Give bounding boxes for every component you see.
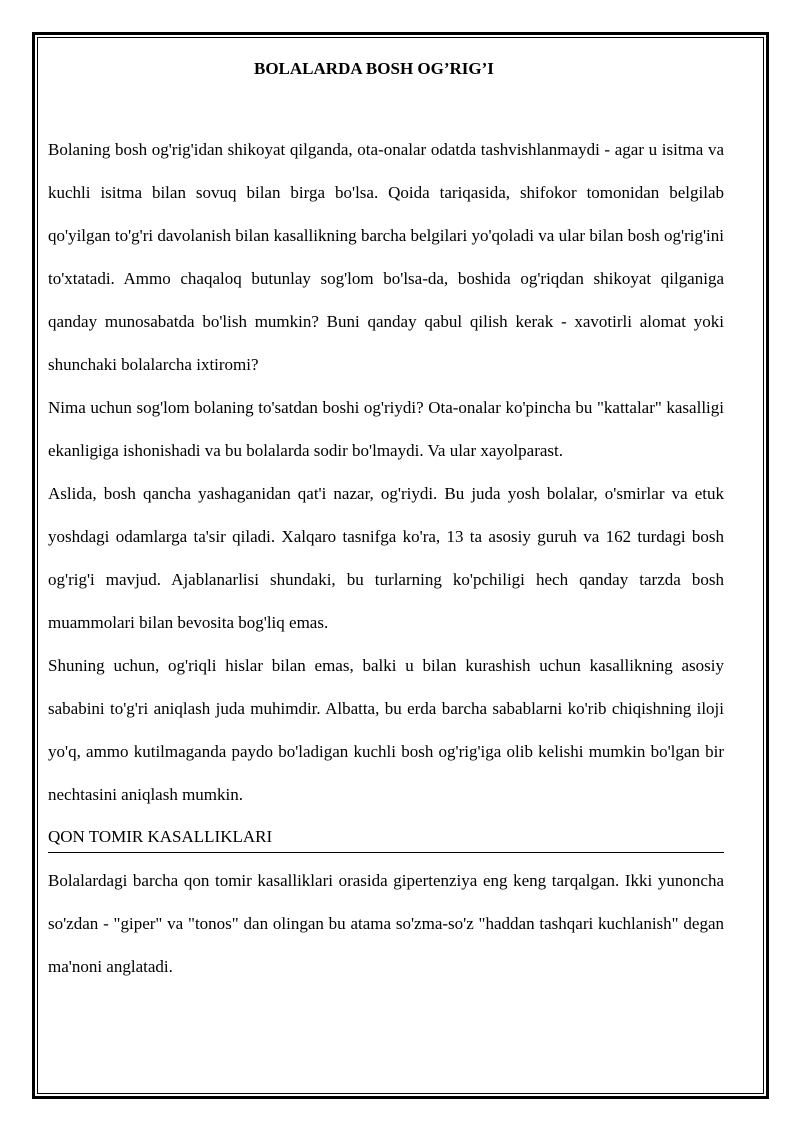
title-spacer: [48, 84, 724, 128]
paragraph-3: Aslida, bosh qancha yashaganidan qat'i nazar, og'riydi. Bu juda yosh bolalar, o'smirlar va etuk yoshdagi odamlarga ta'sir qiladi. Xalqaro tasnifga ko'ra, 13 ta asosiy guruh va 162 turdagi bosh og'rig'i mavjud. Ajablanarlisi shundaki, bu turlarning ko'pchiligi hech qanday tarzda bosh muammolari bilan bevosita bog'liq emas.: [48, 484, 724, 632]
document-body: [48, 54, 724, 988]
section-paragraph: Bolalardagi barcha qon tomir kasalliklari orasida gipertenziya eng keng tarqalgan. Ikki yunoncha so'zdan - "giper" va "tonos" dan olingan bu atama so'zma-so'z "haddan tashqari kuchlanish" degan ma'noni anglatadi.: [48, 871, 724, 976]
paragraph-1: Bolaning bosh og'rig'idan shikoyat qilganda, ota-onalar odatda tashvishlanmaydi - agar u isitma va kuchli isitma bilan sovuq bilan birga bo'lsa. Qoida tariqasida, shifokor tomonidan belgilab qo'yilgan to'g'ri davolanish bilan kasallikning barcha belgilari yo'qoladi va ular bilan bosh og'rig'ini to'xtatadi. Ammo chaqaloq butunlay sog'lom bo'lsa-da, boshida og'riqdan shikoyat qilganiga qanday munosabatda bo'lish mumkin? Buni qanday qabul qilish kerak - xavotirli alomat yoki shunchaki bolalarcha ixtiromi?: [48, 140, 724, 374]
paragraph-2: Nima uchun sog'lom bolaning to'satdan boshi og'riydi? Ota-onalar ko'pincha bu "kattalar" kasalligi ekanligiga ishonishadi va bu bolalarda sodir bo'lmaydi. Va ular xayolparast.: [48, 398, 724, 460]
section-heading: QON TOMIR KASALLIKLARI: [48, 816, 724, 853]
paragraph-4: Shuning uchun, og'riqli hislar bilan emas, balki u bilan kurashish uchun kasallikning asosiy sababini to'g'ri aniqlash juda muhimdir. Albatta, bu erda barcha sabablarni ko'rib chiqishning iloji yo'q, ammo kutilmaganda paydo bo'ladigan kuchli bosh og'rig'iga olib kelishi mumkin bo'lgan bir nechtasini aniqlash mumkin.: [48, 656, 724, 804]
document-title: BOLALARDA BOSH OG’RIG’I: [254, 59, 494, 78]
